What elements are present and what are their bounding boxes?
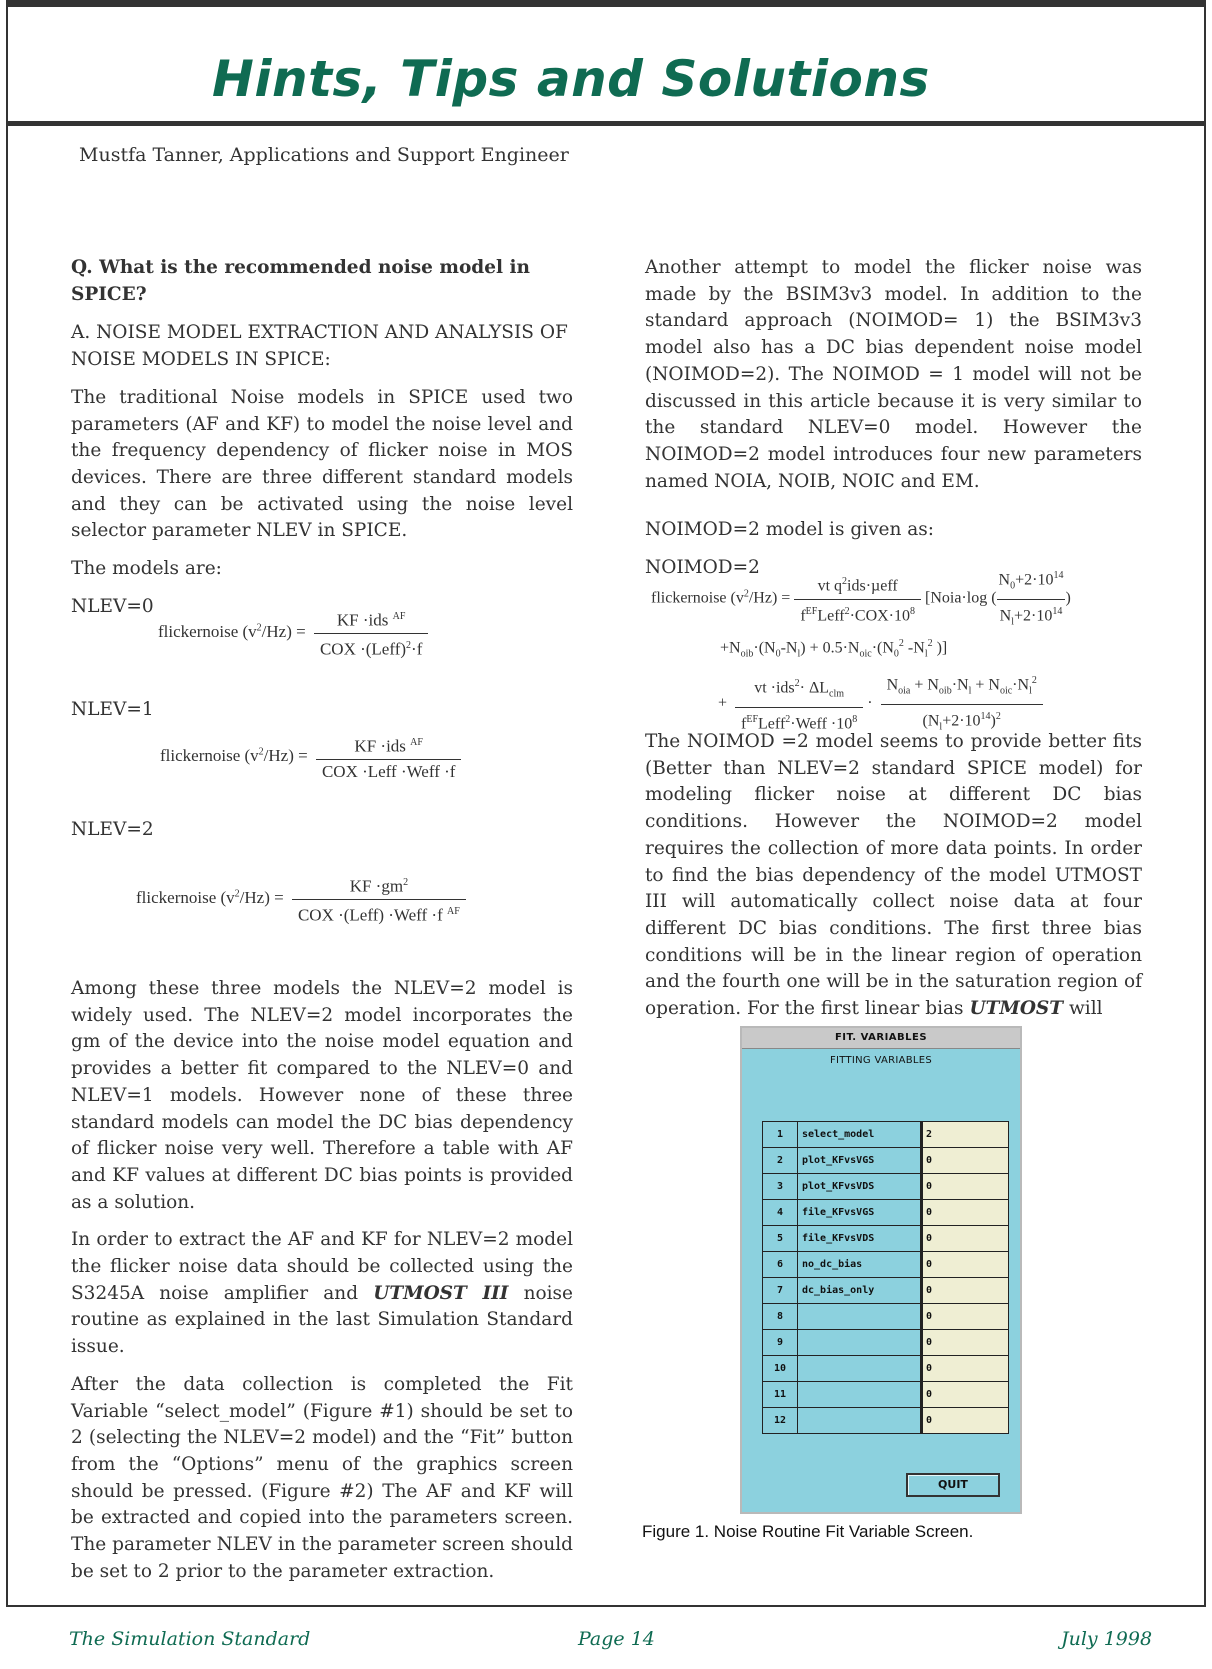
variable-value-field[interactable]: 0 xyxy=(922,1200,1009,1226)
dialog-titlebar[interactable]: FIT. VARIABLES xyxy=(742,1028,1020,1049)
row-number: 12 xyxy=(763,1408,798,1434)
variable-name: plot_KFvsVDS xyxy=(798,1174,922,1200)
fit-variables-table xyxy=(762,1121,1009,1434)
row-number: 8 xyxy=(763,1304,798,1330)
fit-variable-row xyxy=(763,1330,1009,1356)
row-number: 1 xyxy=(763,1122,798,1148)
paragraph: In order to extract the AF and KF for NLEV=2 model the flicker noise data should be collected using the S3245A noise amplifier and UTMOST III noise routine as explained in the last Simulation Standard issue. xyxy=(71,1229,573,1358)
nlev2-label: NLEV=2 xyxy=(71,819,154,840)
variable-value-field[interactable]: 0 xyxy=(922,1148,1009,1174)
noimod-label: NOIMOD=2 xyxy=(645,557,760,579)
equation-lhs: flickernoise (v xyxy=(158,622,257,642)
fit-variable-row xyxy=(763,1382,1009,1408)
equation-noimod-line2: $+N_{oib}\cdot(N_0-N_l) + 0.5\cdot N_{oic}\cdot(N_0^2$ $-N_l^2$ )] xyxy=(720,638,948,660)
paragraph: After the data collection is completed the Fit Variable “select_model” (Figure #1) should be set to 2 (selecting the NLEV=2 model) and the “Fit” button from the “Options” menu of the graphics screen should be pressed. (Figure #2) The AF and KF will be extracted and copied into the parameters screen. The parameter NLEV in the parameter screen should be set to 2 prior to the parameter extraction. xyxy=(71,1373,573,1582)
row-number: 4 xyxy=(763,1200,798,1226)
answer-heading: A. NOISE MODEL EXTRACTION AND ANALYSIS OF NOISE MODELS IN SPICE: xyxy=(71,322,568,371)
equation-nlev0: flickernoise $(v^2/Hz)$ = $\frac{KF \cdot ids ^{AF}}{COX \cdot(Leff)^2\cdot f}$ xyxy=(158,607,428,659)
nlev1-label: NLEV=1 xyxy=(71,699,154,720)
fit-variable-row xyxy=(763,1278,1009,1304)
paragraph: NOIMOD=2 model is given as: xyxy=(645,519,935,541)
fit-variable-row xyxy=(763,1356,1009,1382)
variable-name: dc_bias_only xyxy=(798,1278,922,1304)
fit-variable-row xyxy=(763,1122,1009,1148)
variable-value-field[interactable]: 0 xyxy=(922,1278,1009,1304)
variable-name: no_dc_bias xyxy=(798,1252,922,1278)
row-number: 5 xyxy=(763,1226,798,1252)
row-number: 10 xyxy=(763,1356,798,1382)
footer-publication: The Simulation Standard xyxy=(69,1628,311,1650)
row-number: 9 xyxy=(763,1330,798,1356)
fit-variable-row xyxy=(763,1148,1009,1174)
variable-value-field[interactable]: 0 xyxy=(922,1252,1009,1278)
fit-variable-row xyxy=(763,1304,1009,1330)
variable-name xyxy=(798,1356,922,1382)
fit-variable-row xyxy=(763,1174,1009,1200)
dialog-subtitle: FITTING VARIABLES xyxy=(829,1055,933,1066)
paragraph: Among these three models the NLEV=2 model is widely used. The NLEV=2 model incorporates the gm of the device into the noise model equation and provides a better fit compared to the NLEV=0 and NLEV=1 models. However none of these three standard models can model the DC bias dependency of flicker noise very well. Therefore a table with AF and KF values at different DC bias points is provided as a solution. xyxy=(71,978,573,1213)
fit-variable-row xyxy=(763,1226,1009,1252)
fit-variable-row xyxy=(763,1408,1009,1434)
nlev0-label: NLEV=0 xyxy=(71,595,154,617)
equation-nlev1: flickernoise $(v^2/Hz)$ = $\frac{KF \cdot ids ^{AF}}{\text{COX ·Leff ·Weff ·f}}$ xyxy=(160,733,461,782)
fit-variable-row xyxy=(763,1252,1009,1278)
variable-name xyxy=(798,1304,922,1330)
left-column-lower xyxy=(71,976,573,1585)
paragraph: The traditional Noise models in SPICE used two parameters (AF and KF) to model the noise level and the frequency dependency of flicker noise in MOS devices. There are three different standard models and they can be activated using the noise level selector parameter NLEV in SPICE. xyxy=(71,386,573,542)
variable-name: file_KFvsVGS xyxy=(798,1200,922,1226)
variable-value-field[interactable]: 0 xyxy=(922,1174,1009,1200)
models-intro: The models are: xyxy=(71,558,222,580)
row-number: 2 xyxy=(763,1148,798,1174)
equation-noimod-line3: + $\frac{vt \cdot ids^2\cdot \Delta L_{clm}}{f^{EF}Leff^2\cdot Weff \cdot 10^8}$ · $\frac{N_{oia} + N_{oib}\cdot N_l + N_{oic}\cdot N_l^2}{(N_l+2\cdot 10^{14})^2}$ xyxy=(718,671,1043,737)
row-number: 3 xyxy=(763,1174,798,1200)
page-title: Hints, Tips and Solutions xyxy=(212,50,930,108)
variable-value-field[interactable]: 2 xyxy=(922,1122,1009,1148)
variable-name: select_model xyxy=(798,1122,922,1148)
variable-value-field[interactable]: 0 xyxy=(922,1356,1009,1382)
equation-nlev2: flickernoise $(v^2/Hz)$ = $\frac{KF \cdot gm^2}{COX \cdot(Leff) \cdot Weff \cdot f ^{AF}}$ xyxy=(136,873,466,925)
left-column xyxy=(71,255,573,620)
quit-button[interactable]: QUIT xyxy=(906,1473,1000,1497)
footer-page-number: Page 14 xyxy=(578,1628,655,1650)
row-number: 11 xyxy=(763,1382,798,1408)
variable-value-field[interactable]: 0 xyxy=(922,1408,1009,1434)
fit-variable-row xyxy=(763,1200,1009,1226)
footer-date: July 1998 xyxy=(1061,1628,1153,1650)
author-line: Mustfa Tanner, Applications and Support Engineer xyxy=(79,144,569,166)
question-heading: Q. What is the recommended noise model in SPICE? xyxy=(71,257,530,305)
fit-variables-dialog xyxy=(740,1026,1022,1514)
variable-value-field[interactable]: 0 xyxy=(922,1382,1009,1408)
right-column xyxy=(645,255,1142,582)
paragraph: Another attempt to model the flicker noise was made by the BSIM3v3 model. In addition to the standard approach (NOIMOD= 1) the BSIM3v3 model also has a DC bias dependent noise model (NOIMOD=2). The NOIMOD = 1 model will not be discussed in this article because it is very similar to the standard NLEV=0 model. However the NOIMOD=2 model introduces four new parameters named NOIA, NOIB, NOIC and EM. xyxy=(645,257,1142,492)
row-number: 6 xyxy=(763,1252,798,1278)
variable-name xyxy=(798,1408,922,1434)
variable-name xyxy=(798,1330,922,1356)
right-column-lower xyxy=(645,729,1142,1023)
variable-value-field[interactable]: 0 xyxy=(922,1226,1009,1252)
row-number: 7 xyxy=(763,1278,798,1304)
variable-value-field[interactable]: 0 xyxy=(922,1304,1009,1330)
variable-name xyxy=(798,1382,922,1408)
paragraph: The NOIMOD =2 model seems to provide better fits (Better than NLEV=2 standard SPICE model) for modeling flicker noise at different DC bias conditions. However the NOIMOD=2 model requires the collection of more data points. In order to find the bias dependency of the model UTMOST III will automatically collect noise data at four different DC bias conditions. The first three bias conditions will be in the linear region of operation and the fourth one will be in the saturation region of operation. For the first linear bias UTMOST will xyxy=(645,731,1142,1020)
figure-caption: Figure 1. Noise Routine Fit Variable Screen. xyxy=(642,1522,974,1541)
variable-name: plot_KFvsVGS xyxy=(798,1148,922,1174)
equation-noimod-line1: flickernoise $(v^2/Hz)$ = $\frac{vt q^2ids\cdot\mu eff}{f^{EF}Leff^2\cdot COX\cdot 10^8}$ [Noia·log ( $\frac{N_0+2\cdot 10^{14}}{N_l+2\cdot 10^{14}}$ ) xyxy=(651,566,1071,632)
variable-name: file_KFvsVDS xyxy=(798,1226,922,1252)
variable-value-field[interactable]: 0 xyxy=(922,1330,1009,1356)
title-rule xyxy=(6,121,1206,126)
